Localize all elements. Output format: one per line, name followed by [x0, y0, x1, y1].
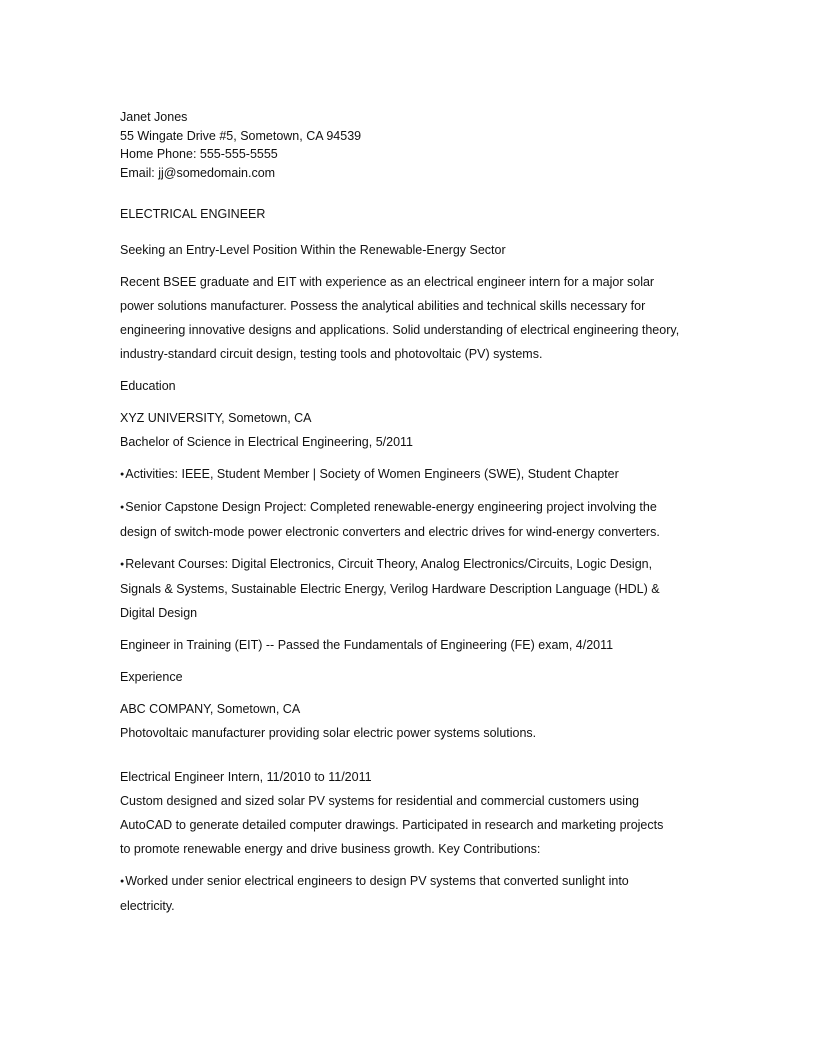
- education-bullet-activities: ● Activities: IEEE, Student Member | Society of Women Engineers (SWE), Student Chapter: [120, 462, 700, 487]
- contact-name: Janet Jones: [120, 110, 188, 124]
- experience-company-desc: Photovoltaic manufacturer providing solar electric power systems solutions.: [120, 726, 537, 740]
- education-school: XYZ UNIVERSITY, Sometown, CA: [120, 411, 312, 425]
- experience-role-desc: Custom designed and sized solar PV systems for residential and commercial customers using AutoCAD to generate detailed computer drawings. Participated in research and marketing projects to promote renewable energy and drive business growth. Key Contributions:: [120, 794, 664, 856]
- education-degree: Bachelor of Science in Electrical Engineering, 5/2011: [120, 435, 413, 449]
- education-certification: Engineer in Training (EIT) -- Passed the Fundamentals of Engineering (FE) exam, 4/2011: [120, 638, 614, 652]
- contact-block: [120, 108, 700, 182]
- experience-heading: Experience: [120, 670, 183, 684]
- experience-bullet-pv: ● Worked under senior electrical engineers to design PV systems that converted sunlight into electricity.: [120, 869, 665, 918]
- resume-title: ELECTRICAL ENGINEER: [120, 207, 266, 221]
- education-bullet-capstone: ● Senior Capstone Design Project: Completed renewable-energy engineering project involving the design of switch-mode power electronic converters and electric drives for wind-energy converters.: [120, 495, 688, 544]
- contact-address: 55 Wingate Drive #5, Sometown, CA 94539: [120, 128, 362, 143]
- contact-email: Email: jj@somedomain.com: [120, 165, 276, 180]
- education-heading: Education: [120, 379, 176, 393]
- contact-phone: Home Phone: 555-555-5555: [120, 147, 278, 161]
- experience-company: ABC COMPANY, Sometown, CA: [120, 702, 301, 716]
- education-bullet-courses: ● Relevant Courses: Digital Electronics, Circuit Theory, Analog Electronics/Circuits, Logic Design, Signals & Systems, Sustainable Electric Energy, Verilog Hardware Description Language (HDL) & Digital Design: [120, 552, 690, 625]
- objective: Seeking an Entry-Level Position Within the Renewable-Energy Sector: [120, 243, 506, 257]
- resume-page: [120, 108, 700, 918]
- summary: Recent BSEE graduate and EIT with experience as an electrical engineer intern for a major solar power solutions manufacturer. Possess the analytical abilities and technical skills necessary for engineering innovative designs and applications. Solid understanding of electrical engineering theory, industry-standard circuit design, testing tools and photovoltaic (PV) systems.: [120, 275, 680, 361]
- experience-role: Electrical Engineer Intern, 11/2010 to 11/2011: [120, 770, 372, 784]
